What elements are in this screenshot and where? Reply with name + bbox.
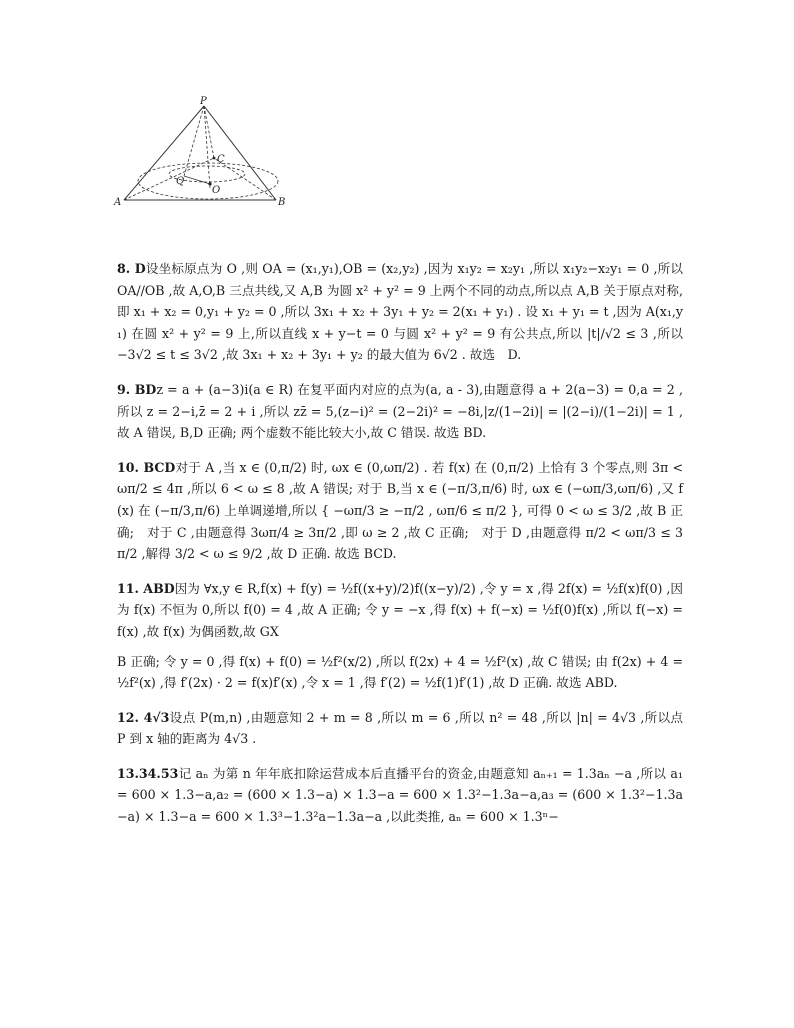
label-c: C (217, 154, 225, 165)
solution-text: 设点 P(m,n) ,由题意知 2 + m = 8 ,所以 m = 6 ,所以 n² = 48 ,所以 |n| = 4√3 ,所以点 P 到 x 轴的距离为 4√3 . (117, 709, 683, 747)
label-o: O (212, 185, 221, 196)
solution-text: 设坐标原点为 O ,则 OA = (x₁,y₁),OB = (x₂,y₂) ,因为 x₁y₂ = x₂y₁ ,所以 x₁y₂−x₂y₁ = 0 ,所以 OA//OB ,故 A,O,B 三点共线,又 A,B 为圆 x² + y² = 9 上两个不同的动点,所以点 A,B 关于原点对称,即 x₁ + x₂ = 0,y₁ + y₂ = 0 ,所以 3x₁ + x₂ + 3y₁ + y₂ = 2(x₁ + y₁) . 设 x₁ + y₁ = t ,因为 A(x₁,y₁) 在圆 x² + y² = 9 上,所以直线 x + y−t = 0 与圆 x² + y² = 9 有公共点,所以 |t|/√2 ≤ 3 ,所以 −3√2 ≤ t ≤ 3√2 ,故 3x₁ + x₂ + 3y₁ + y₂ 的最大值为 6√2 . 故选 D. (117, 261, 683, 363)
label-b: B (278, 197, 286, 208)
solution-9 (117, 379, 683, 444)
answer-label: 8. D (117, 261, 146, 276)
solution-12 (117, 707, 683, 750)
pyramid-figure (112, 96, 292, 208)
answer-label: 11. ABD (117, 580, 175, 596)
label-q: Q (176, 176, 185, 187)
solution-13 (117, 763, 683, 828)
solution-text: 对于 A ,当 x ∈ (0,π/2) 时, ωx ∈ (0,ωπ/2) . 若 f(x) 在 (0,π/2) 上恰有 3 个零点,则 3π < ωπ/2 ≤ 4π ,所以 6 < ω ≤ 8 ,故 A 错误; 对于 B,当 x ∈ (−π/3,π/6) 时, ωx ∈ (−ωπ/3,ωπ/6) ,又 f(x) 在 (−π/3,π/6) 上单调递增,所以 { −ωπ/3 ≥ −π/2 , ωπ/6 ≤ π/2 }, 可得 0 < ω ≤ 3/2 ,故 B 正确; 对于 C ,由题意得 3ωπ/4 ≥ 3π/2 ,即 ω ≥ 2 ,故 C 正确; 对于 D ,由题意得 π/2 < ωπ/3 ≤ 3π/2 ,解得 3/2 < ω ≤ 9/2 ,故 D 正确. 故选 BCD. (117, 459, 684, 562)
label-p: P (200, 96, 207, 107)
solution-11 (117, 578, 683, 643)
label-a: A (114, 197, 122, 208)
solution-text: 记 aₙ 为第 n 年年底扣除运营成本后直播平台的资金,由题意知 aₙ₊₁ = 1.3aₙ −a ,所以 a₁ = 600 × 1.3−a,a₂ = (600 × 1.3−a) × 1.3−a = 600 × 1.3²−1.3a−a,a₃ = (600 × 1.3²−1.3a−a) × 1.3−a = 600 × 1.3³−1.3²a−1.3a−a ,以此类推, aₙ = 600 × 1.3ⁿ− (117, 765, 683, 825)
solution-10 (117, 457, 683, 565)
answer-label: 13.34.53 (117, 765, 179, 781)
answer-label: 9. BD (117, 381, 157, 397)
solution-text: 因为 ∀x,y ∈ R,f(x) + f(y) = ½f((x+y)/2)f((x−y)/2) ,令 y = x ,得 2f(x) = ½f(x)f(0) ,因为 f(x) 不恒为 0,所以 f(0) = 4 ,故 A 正确; 令 y = −x ,得 f(x) + f(−x) = ½f(0)f(x) ,所以 f(−x) = f(x) ,故 f(x) 为偶函数,故 GX (117, 580, 684, 639)
answer-label: 12. 4√3 (117, 709, 170, 725)
solutions-body (117, 258, 683, 828)
solution-11-continued (117, 651, 683, 694)
answer-label: 10. BCD (117, 459, 176, 475)
solution-text: B 正确; 令 y = 0 ,得 f(x) + f(0) = ½f²(x/2) ,所以 f(2x) + 4 = ½f²(x) ,故 C 错误; 由 f(2x) + 4 = ½f²(x) ,得 f′(2x) · 2 = f(x)f′(x) ,令 x = 1 ,得 f′(2) = ½f(1)f′(1) ,故 D 正确. 故选 ABD. (117, 653, 683, 691)
solution-text: z = a + (a−3)i(a ∈ R) 在复平面内对应的点为(a, a - 3),由题意得 a + 2(a−3) = 0,a = 2 ,所以 z = 2−i,z̄ = 2 + i ,所以 zz̄ = 5,(z−i)² = (2−2i)² = −8i,|z/(1−2i)| = |(2−i)/(1−2i)| = 1 ,故 A 错误, B,D 正确; 两个虚数不能比较大小,故 C 错误. 故选 BD. (117, 381, 683, 441)
solution-8 (117, 258, 683, 366)
